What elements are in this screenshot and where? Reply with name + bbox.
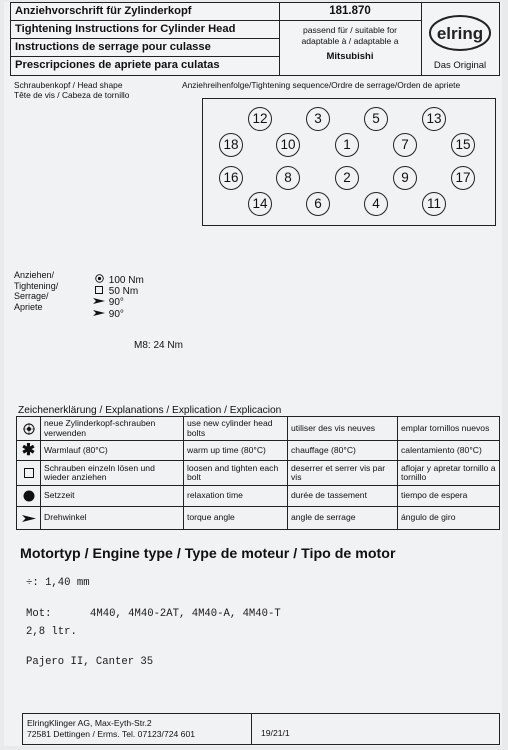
suitable-for — [279, 25, 421, 47]
instruction-sheet — [4, 2, 502, 746]
title-es: Prescripciones de apriete para culatas — [15, 59, 220, 71]
bolt: 10 — [276, 133, 300, 157]
torque-step-value: 90° — [108, 308, 124, 320]
title-fr: Instructions de serrage pour culasse — [11, 39, 279, 57]
suitable-for-line-1: passend für / suitable for — [302, 25, 398, 35]
torque-step — [92, 274, 144, 286]
legend-fr: durée de tassement — [288, 486, 398, 506]
bolt: 6 — [306, 192, 330, 216]
bolt: 7 — [393, 133, 417, 157]
elring-logo-icon — [428, 13, 492, 53]
legend-es: calentamiento (80°C) — [401, 444, 482, 455]
angle-arrow-icon — [17, 507, 41, 529]
legend-fr: angle de serrage — [288, 507, 398, 529]
torque-steps — [92, 274, 144, 320]
engine-type-title: Motortyp / Engine type / Type de moteur / Tipo de motor — [20, 546, 396, 562]
bolt: 15 — [451, 133, 475, 157]
suitable-for-line-2: adaptable à / adaptable a — [301, 36, 399, 46]
legend-en: torque angle — [184, 507, 288, 529]
bolt: 3 — [306, 107, 330, 131]
bolt: 13 — [422, 107, 446, 131]
legend-de: neue Zylinderkopf-schrauben verwenden — [41, 417, 184, 440]
torque-step — [92, 286, 144, 298]
torque-step — [92, 309, 144, 321]
gasket-thickness: ÷: 1,40 mm — [26, 577, 90, 589]
legend-en: warm up time (80°C) — [184, 441, 288, 460]
torque-label-line: Tightening/ — [14, 280, 59, 291]
title-de: Anziehvorschrift für Zylinderkopf — [11, 3, 279, 21]
torque-angle-icon — [92, 309, 106, 321]
legend-es: tiempo de espera — [401, 490, 468, 501]
bolt: 5 — [364, 107, 388, 131]
bolt: 16 — [219, 166, 243, 190]
elring-logo — [421, 3, 499, 75]
legend-es: aflojar y apretar tornillo a tornillo — [401, 462, 496, 482]
logo-subtitle: Das Original — [433, 60, 487, 71]
bolt: 12 — [248, 107, 272, 131]
section-labels — [10, 78, 500, 100]
legend-row — [17, 486, 499, 507]
m8-torque: M8: 24 Nm — [134, 340, 183, 351]
loosen-square-icon — [92, 286, 106, 298]
tightening-sequence-diagram — [202, 98, 496, 226]
torque-step-value: 100 Nm — [108, 275, 144, 286]
bolt: 4 — [364, 192, 388, 216]
bolt: 18 — [219, 133, 243, 157]
logo-wordmark: elring — [436, 24, 484, 43]
manufacturer: Mitsubishi — [326, 51, 374, 62]
title-en: Tightening Instructions for Cylinder Head — [11, 21, 279, 39]
company-address — [27, 718, 195, 740]
legend-row — [17, 441, 499, 461]
part-number: 181.870 — [279, 3, 421, 21]
torque-label-line: Anziehen/ — [14, 270, 55, 280]
address-line-1: ElringKlinger AG, Max-Eyth-Str.2 — [27, 718, 152, 728]
legend-fr: utiliser des vis neuves — [288, 417, 398, 440]
asterisk-icon: ✱ — [17, 441, 41, 460]
part-info — [279, 3, 422, 75]
legend-row — [17, 461, 499, 486]
bolt: 8 — [276, 166, 300, 190]
legend-en: relaxation time — [184, 486, 288, 506]
torque-step-value: 50 Nm — [108, 285, 139, 297]
filled-dot-icon — [17, 486, 41, 506]
square-icon — [17, 461, 41, 485]
legend-fr: chauffage (80°C) — [288, 441, 398, 460]
legend-fr: deserrer et serrer vis par vis — [288, 461, 398, 485]
document-code: 19/21/1 — [261, 728, 290, 738]
new-bolt-icon — [17, 417, 41, 440]
bolt: 1 — [335, 133, 359, 157]
mot-label: Mot: — [26, 608, 52, 620]
footer-divider — [251, 714, 252, 744]
header-block — [10, 2, 500, 76]
bolt: 17 — [451, 166, 475, 190]
bolt: 2 — [335, 166, 359, 190]
legend-es: emplar tornillos nuevos — [401, 422, 490, 433]
displacement: 2,8 ltr. — [26, 626, 77, 638]
bolt: 14 — [248, 192, 272, 216]
address-line-2: 72581 Dettingen / Erms. Tel. 07123/724 601 — [27, 729, 196, 739]
legend-de: Schrauben einzeln lösen und wieder anziehen — [41, 461, 184, 485]
legend-de: Drehwinkel — [41, 507, 184, 529]
head-shape-label-line-2: Tête de vis / Cabeza de tornillo — [14, 90, 130, 100]
legend-title: Zeichenerklärung / Explanations / Explication / Explicacion — [18, 405, 282, 416]
engine-codes: 4M40, 4M40-2AT, 4M40-A, 4M40-T — [90, 608, 281, 620]
legend-en: use new cylinder head bolts — [184, 417, 288, 440]
tightening-sequence-label: Anziehreihenfolge/Tightening sequence/Ordre de serrage/Orden de apriete — [182, 80, 461, 90]
legend-es: ángulo de giro — [401, 512, 456, 523]
legend-en: loosen and tighten each bolt — [184, 461, 288, 485]
head-shape-label — [14, 80, 129, 100]
torque-label — [14, 270, 58, 312]
footer — [22, 713, 500, 745]
legend-de: Setzzeit — [41, 486, 184, 506]
bolt: 11 — [422, 192, 446, 216]
vehicle-models: Pajero II, Canter 35 — [26, 656, 154, 668]
torque-angle-icon — [92, 297, 106, 309]
header-titles — [11, 3, 280, 75]
torque-label-line: Serrage/ — [14, 291, 49, 301]
torque-step-value: 90° — [108, 297, 124, 308]
head-shape-label-line-1: Schraubenkopf / Head shape — [14, 80, 123, 90]
legend-table — [16, 416, 500, 530]
legend-de: Warmlauf (80°C) — [41, 441, 184, 460]
torque-step — [92, 297, 144, 309]
legend-row — [17, 417, 499, 441]
bolt: 9 — [393, 166, 417, 190]
legend-row — [17, 507, 499, 529]
torque-label-line: Apriete — [14, 301, 43, 312]
